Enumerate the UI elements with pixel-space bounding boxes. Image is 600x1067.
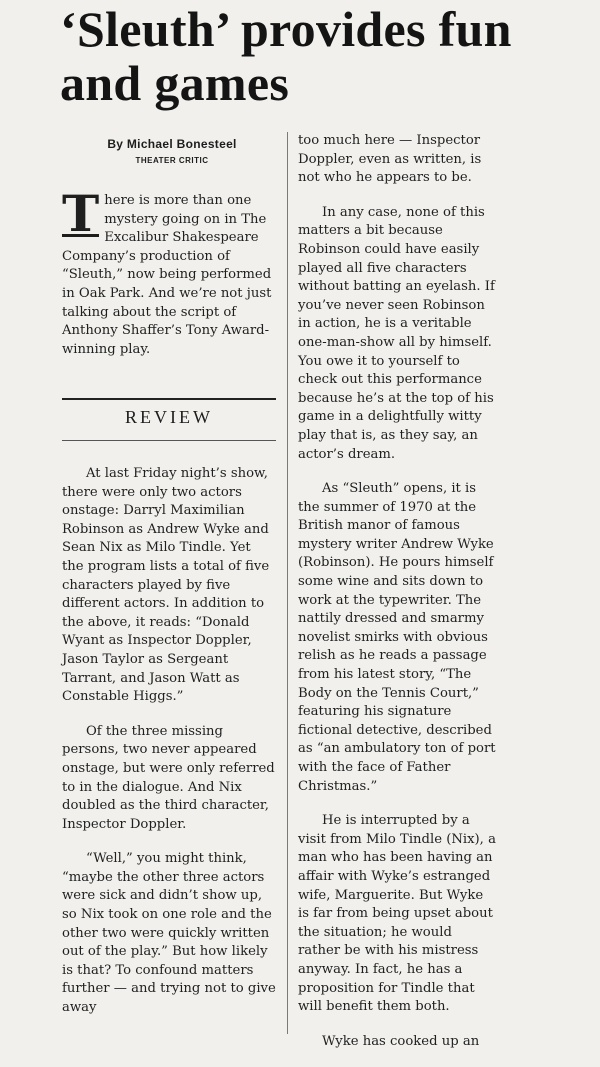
body-paragraph: In any case, none of this matters a bit because Robinson could have easily played all five characters without batting an eyelash. If you’ve never seen Robinson in action, he is a veritable one-man-show all by himself. You owe it to yourself to check out this performance because he’s at the top of his game in a delightfully witty play that is, as they say, an actor’s dream. bbox=[298, 204, 495, 462]
intro-column bbox=[62, 184, 276, 375]
byline bbox=[72, 137, 272, 165]
intro-text: here is more than one mystery going on in The Excalibur Shakespeare Company’s production of “Sleuth,” now being performed in Oak Park. And we’re not just talking about the script of Anthony Shaffer’s Tony Award-winning play. bbox=[62, 193, 272, 357]
continuation-paragraph: too much here — Inspector Doppler, even as written, is not who he appears to be. bbox=[298, 133, 482, 186]
right-column bbox=[298, 132, 496, 1067]
review-section-label bbox=[62, 398, 276, 441]
body-paragraph: At last Friday night’s show, there were only two actors onstage: Darryl Maximilian Robinson as Andrew Wyke and Sean Nix as Milo Tindle. Yet the program lists a total of five characters played by five different actors. In addition to the above, it reads: “Donald Wyant as Inspector Doppler, Jason Taylor as Sergeant Tarrant, and Jason Watt as Constable Higgs.” bbox=[62, 466, 270, 705]
review-label-text: REVIEW bbox=[125, 407, 213, 427]
intro-paragraph bbox=[62, 184, 276, 359]
byline-role: THEATER CRITIC bbox=[135, 156, 209, 165]
drop-cap: T bbox=[62, 184, 100, 243]
body-paragraph: Of the three missing persons, two never appeared onstage, but were only referred to in the dialogue. And Nix doubled as the third character, Inspector Doppler. bbox=[62, 723, 275, 832]
byline-author: By Michael Bonesteel bbox=[107, 137, 237, 151]
left-column bbox=[62, 465, 276, 1034]
column-divider bbox=[287, 132, 288, 1034]
body-paragraph: Wyke has cooked up an bbox=[322, 1033, 480, 1049]
body-paragraph: “Well,” you might think, “maybe the other three actors were sick and didn’t show up, so Nix took on one role and the other two were quickly written out of the play.” But how likely is that? To confound matters further — and trying not to give away bbox=[62, 851, 276, 1016]
body-paragraph: As “Sleuth” opens, it is the summer of 1970 at the British manor of famous mystery writer Andrew Wyke (Robinson). He pours himself some wine and sits down to work at the typewriter. The nattily dressed and smarmy novelist smirks with obvious relish as he reads a passage from his latest story, “The Body on the Tennis Court,” featuring his signature fictional detective, described as “an ambulatory ton of port with the face of Father Christmas.” bbox=[298, 481, 496, 794]
headline: ‘Sleuth’ provides fun and games bbox=[60, 1, 512, 111]
body-paragraph: He is interrupted by a visit from Milo Tindle (Nix), a man who has been having an affair with Wyke’s estranged wife, Marguerite. But Wyke is far from being upset about the situation; he would rather be with his mistress anyway. In fact, he has a proposition for Tindle that will benefit them both. bbox=[298, 813, 496, 1015]
